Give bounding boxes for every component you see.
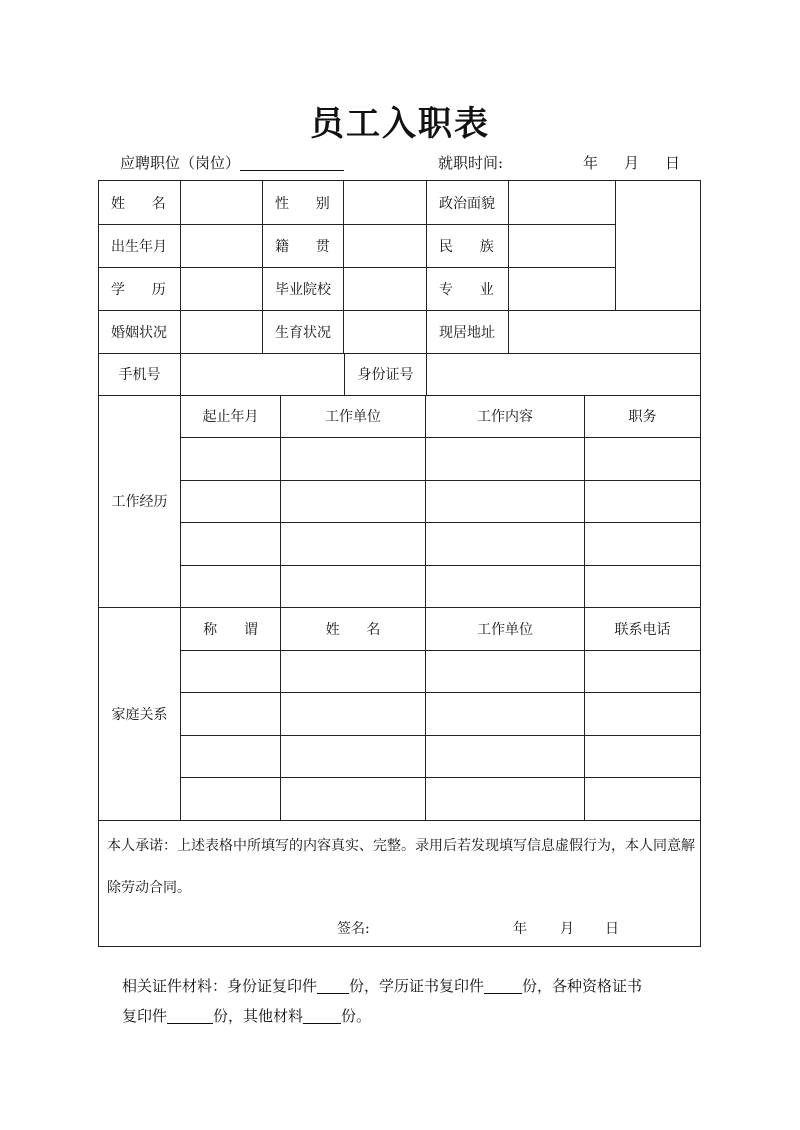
documents-text: 份，其他材料 xyxy=(213,1007,304,1025)
work-header-title: 职务 xyxy=(628,409,657,425)
work-entries-area[interactable] xyxy=(181,438,700,607)
fertility-input[interactable] xyxy=(344,310,426,353)
documents-text: 份，学历证书复印件 xyxy=(349,977,485,995)
name-label: 姓 名 xyxy=(111,195,166,212)
family-header-company: 工作单位 xyxy=(477,621,533,638)
work-header-period: 起止年月 xyxy=(202,409,259,425)
entry-form-table xyxy=(98,180,701,947)
address-label: 现居地址 xyxy=(439,324,495,341)
photo-box[interactable] xyxy=(616,181,700,310)
work-header-company: 工作单位 xyxy=(325,409,381,425)
name-input[interactable] xyxy=(181,181,262,224)
gender-label: 性 别 xyxy=(275,195,330,212)
marital-label: 婚姻状况 xyxy=(111,324,167,341)
education-input[interactable] xyxy=(181,267,262,310)
birth-label: 出生年月 xyxy=(111,238,167,255)
gender-input[interactable] xyxy=(344,181,426,224)
signature-label: 签名: xyxy=(337,921,370,937)
page-title: 员工入职表 xyxy=(310,104,490,144)
sign-day-label: 日 xyxy=(605,921,619,937)
education-label: 学 历 xyxy=(111,281,166,298)
work-header-content: 工作内容 xyxy=(477,409,533,425)
ethnic-input[interactable] xyxy=(509,224,615,267)
major-input[interactable] xyxy=(509,267,615,310)
phone-input[interactable] xyxy=(181,353,344,395)
row-line xyxy=(99,820,700,821)
diploma-copies-blank[interactable] xyxy=(484,978,522,994)
sign-year-label: 年 xyxy=(513,921,527,937)
family-header-phone: 联系电话 xyxy=(614,621,671,638)
documents-text: 份。 xyxy=(341,1007,372,1025)
documents-text: 复印件 xyxy=(122,1007,168,1025)
documents-line-2 xyxy=(122,1005,371,1026)
documents-line-1 xyxy=(122,975,642,996)
marital-input[interactable] xyxy=(181,310,262,353)
start-day-label: 日 xyxy=(665,154,681,172)
position-field xyxy=(120,152,344,173)
school-label: 毕业院校 xyxy=(275,281,331,298)
documents-text: 相关证件材料：身份证复印件 xyxy=(122,977,318,995)
start-year-label: 年 xyxy=(583,154,599,172)
id-copies-blank[interactable] xyxy=(317,978,349,994)
ethnic-label: 民 族 xyxy=(439,238,494,255)
id-number-input[interactable] xyxy=(427,353,700,395)
family-label: 家庭关系 xyxy=(111,706,168,723)
political-label: 政治面貌 xyxy=(439,195,495,212)
native-label: 籍 贯 xyxy=(275,238,330,255)
start-time-label: 就职时间: xyxy=(438,154,504,172)
school-input[interactable] xyxy=(344,267,426,310)
political-input[interactable] xyxy=(509,181,615,224)
documents-text: 份，各种资格证书 xyxy=(522,977,643,995)
family-entries-area[interactable] xyxy=(181,651,700,820)
pledge-line-2: 除劳动合同。 xyxy=(107,880,191,896)
position-blank[interactable] xyxy=(240,155,344,171)
start-month-label: 月 xyxy=(624,154,640,172)
family-header-name: 姓 名 xyxy=(325,621,381,638)
id-number-label: 身份证号 xyxy=(357,367,414,383)
work-experience-label: 工作经历 xyxy=(111,494,168,510)
address-input[interactable] xyxy=(509,310,700,353)
birth-input[interactable] xyxy=(181,224,262,267)
family-header-relation: 称 谓 xyxy=(203,621,258,638)
major-label: 专 业 xyxy=(439,281,494,298)
phone-label: 手机号 xyxy=(118,367,161,383)
certificate-copies-blank[interactable] xyxy=(167,1008,213,1024)
native-input[interactable] xyxy=(344,224,426,267)
position-label: 应聘职位（岗位） xyxy=(120,154,241,172)
pledge-line-1: 本人承诺：上述表格中所填写的内容真实、完整。录用后若发现填写信息虚假行为，本人同意解 xyxy=(107,838,695,854)
other-materials-blank[interactable] xyxy=(303,1008,341,1024)
sign-month-label: 月 xyxy=(560,921,574,937)
fertility-label: 生育状况 xyxy=(275,324,331,341)
